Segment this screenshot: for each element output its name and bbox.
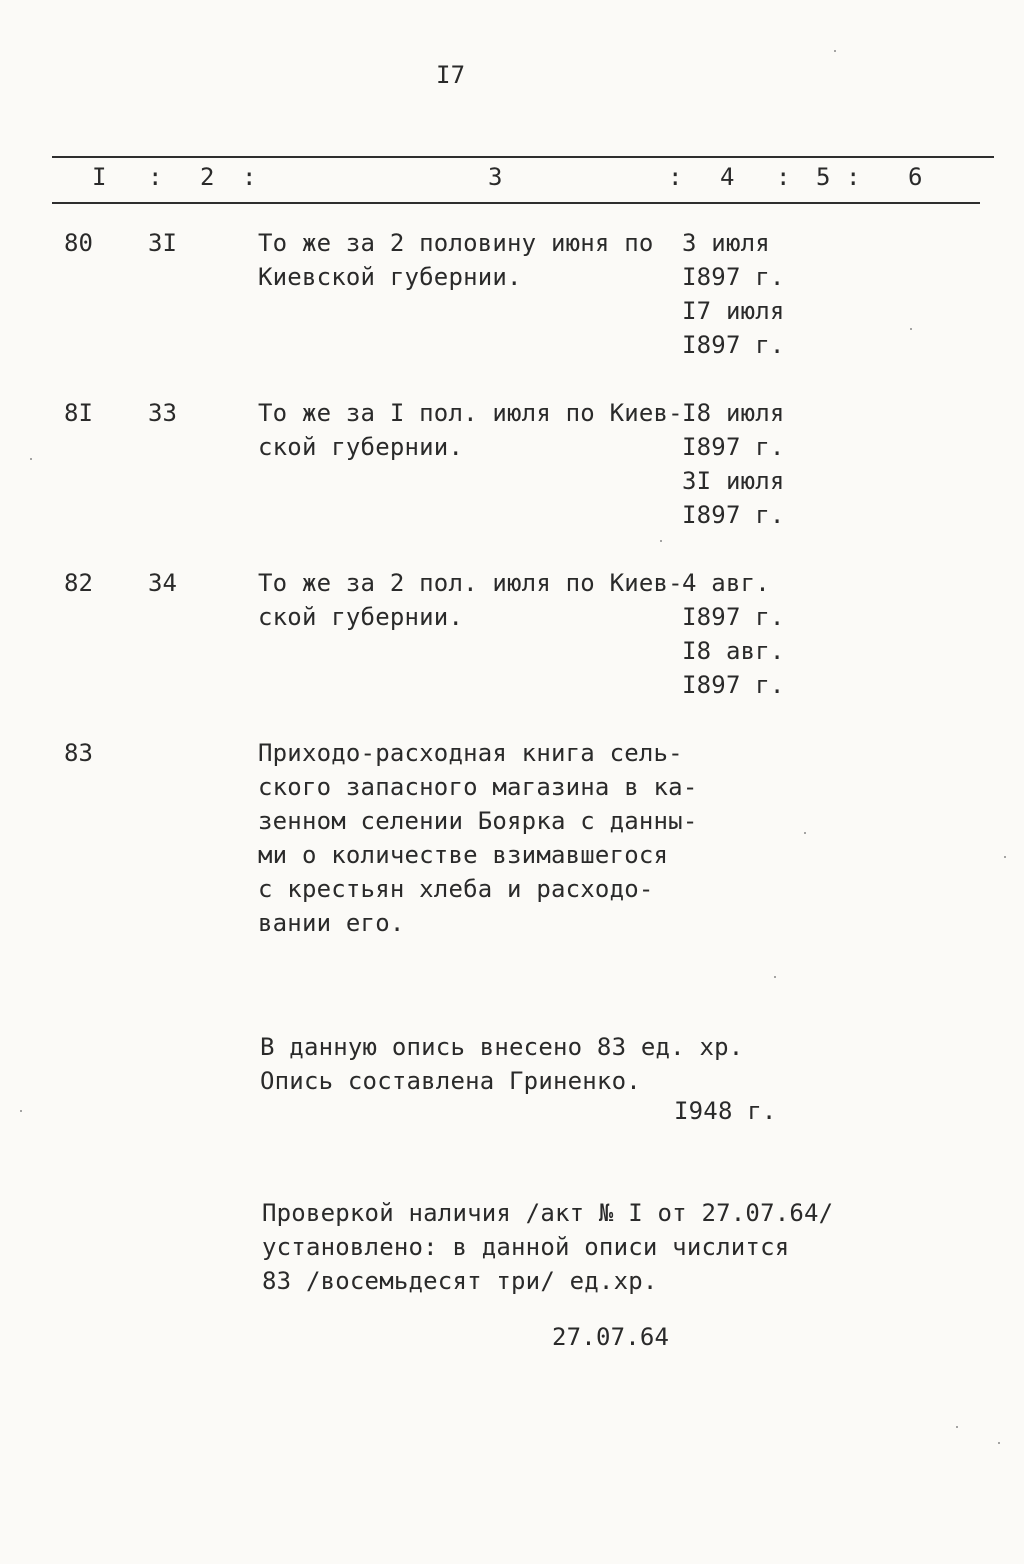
row-date-line: I897 г. bbox=[682, 501, 785, 529]
col-separator: : bbox=[668, 163, 683, 191]
file-number: 33 bbox=[148, 399, 177, 427]
col-separator: : bbox=[242, 163, 257, 191]
row-description-line: То же за 2 пол. июля по Киев- bbox=[258, 569, 683, 597]
row-number: 82 bbox=[64, 569, 93, 597]
row-date-line: I897 г. bbox=[682, 603, 785, 631]
row-description-line: ми о количестве взимавшегося bbox=[258, 841, 669, 869]
col-header-2: 2 bbox=[200, 163, 215, 191]
col-separator: : bbox=[776, 163, 791, 191]
row-date-line: I8 авг. bbox=[682, 637, 785, 665]
verification-line: 83 /восемьдесят три/ ед.хр. bbox=[262, 1267, 658, 1295]
row-description-line: вании его. bbox=[258, 909, 405, 937]
header-top-rule bbox=[52, 156, 994, 158]
file-number: 3I bbox=[148, 229, 177, 257]
row-description-line: ского запасного магазина в ка- bbox=[258, 773, 698, 801]
summary-line: Опись составлена Гриненко. bbox=[260, 1067, 641, 1095]
verification-line: Проверкой наличия /акт № I от 27.07.64/ bbox=[262, 1199, 834, 1227]
row-date-line: I8 июля bbox=[682, 399, 785, 427]
header-bottom-rule bbox=[52, 202, 980, 204]
row-number: 8I bbox=[64, 399, 93, 427]
row-date-line: I897 г. bbox=[682, 263, 785, 291]
col-header-1: I bbox=[92, 163, 107, 191]
row-description-line: ской губернии. bbox=[258, 603, 464, 631]
row-description-line: ской губернии. bbox=[258, 433, 464, 461]
col-separator: : bbox=[148, 163, 163, 191]
row-date-line: 3I июля bbox=[682, 467, 785, 495]
summary-line: В данную опись внесено 83 ед. хр. bbox=[260, 1033, 744, 1061]
row-number: 83 bbox=[64, 739, 93, 767]
row-description-line: То же за I пол. июля по Киев- bbox=[258, 399, 683, 427]
row-date-line: I897 г. bbox=[682, 331, 785, 359]
row-date-line: 4 авг. bbox=[682, 569, 770, 597]
row-description-line: зенном селении Боярка с данны- bbox=[258, 807, 698, 835]
verification-line: установлено: в данной описи числится bbox=[262, 1233, 790, 1261]
row-date-line: I897 г. bbox=[682, 433, 785, 461]
row-date-line: I897 г. bbox=[682, 671, 785, 699]
summary-year: I948 г. bbox=[674, 1097, 777, 1125]
row-date-line: 3 июля bbox=[682, 229, 770, 257]
col-header-4: 4 bbox=[720, 163, 735, 191]
page-number: I7 bbox=[436, 61, 466, 89]
row-description-line: То же за 2 половину июня по bbox=[258, 229, 654, 257]
file-number: 34 bbox=[148, 569, 177, 597]
row-date-line: I7 июля bbox=[682, 297, 785, 325]
row-description-line: с крестьян хлеба и расходо- bbox=[258, 875, 654, 903]
row-description-line: Киевской губернии. bbox=[258, 263, 522, 291]
verification-date: 27.07.64 bbox=[552, 1323, 670, 1351]
row-number: 80 bbox=[64, 229, 93, 257]
row-description-line: Приходо-расходная книга сель- bbox=[258, 739, 683, 767]
col-header-5: 5 bbox=[816, 163, 831, 191]
col-header-3: 3 bbox=[488, 163, 503, 191]
col-header-6: 6 bbox=[908, 163, 923, 191]
col-separator: : bbox=[846, 163, 861, 191]
